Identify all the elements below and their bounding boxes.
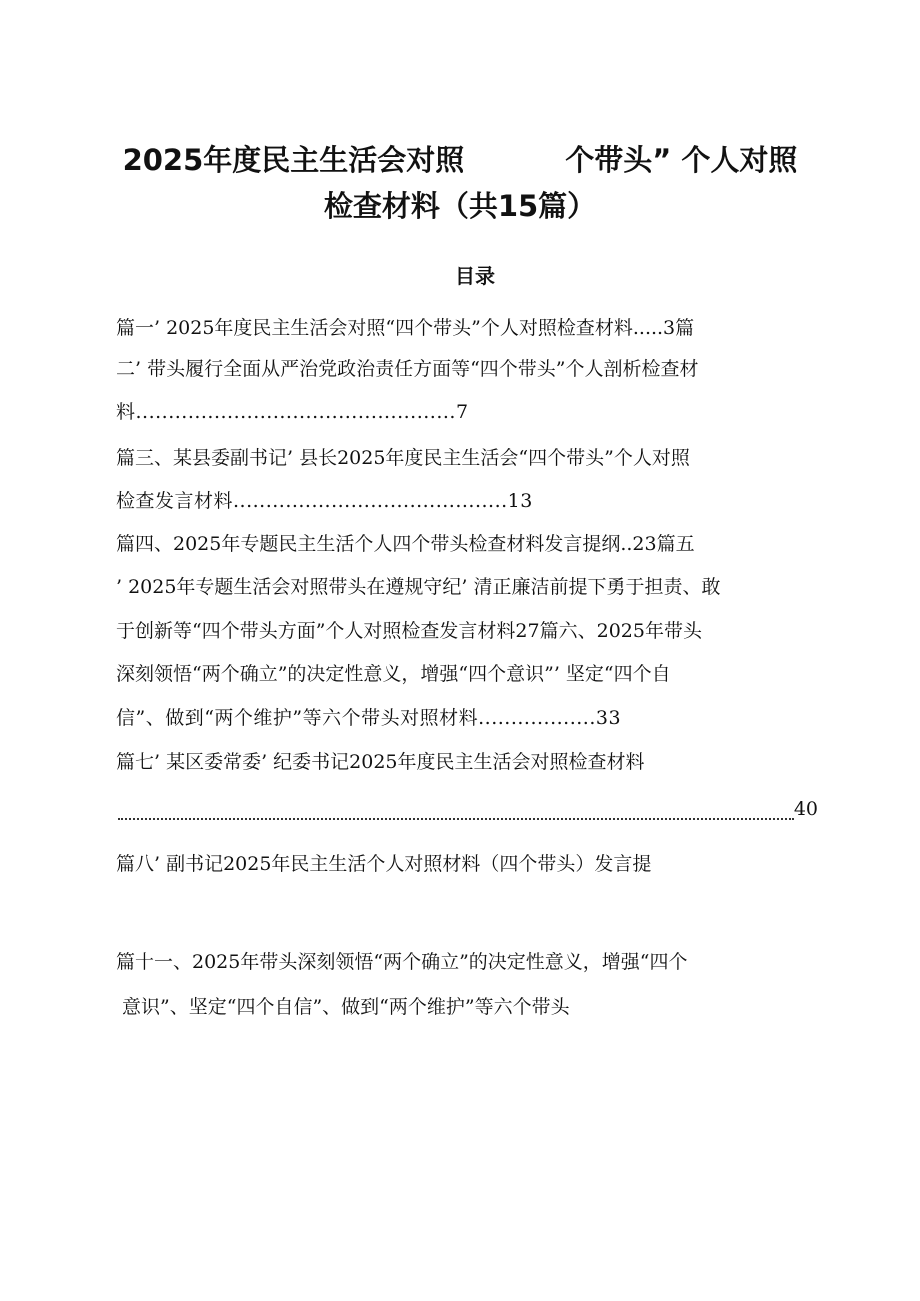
toc-line: 于创新等“四个带头方面”个人对照检查发言材料27篇六、2025年带头 [116, 620, 702, 642]
document-title-line-2: 检查材料（共15篇） [323, 189, 597, 223]
toc-line: 篇十一、2025年带头深刻领悟“两个确立”的决定性意义，增强“四个 [116, 951, 688, 973]
toc-line: 篇一’ 2025年度民主生活会对照“四个带头”个人对照检查材料.....3篇 [116, 317, 695, 339]
dot-leader [118, 806, 794, 820]
toc-line: 深刻领悟“两个确立”的决定性意义，增强“四个意识”’ 坚定“四个自 [116, 663, 671, 685]
toc-line: 篇三、某县委副书记’ 县长2025年度民主生活会“四个带头”个人对照 [116, 447, 690, 469]
toc-heading: 目录 [455, 264, 495, 288]
toc-line: 篇八’ 副书记2025年民主生活个人对照材料（四个带头）发言提 [116, 853, 652, 875]
toc-line: 检查发言材料..........................................13 [116, 490, 533, 512]
toc-line: 篇四、2025年专题民主生活个人四个带头检查材料发言提纲..23篇五 [116, 533, 695, 555]
toc-page-number: 40 [793, 798, 818, 820]
document-title-line-1: 2025年度民主生活会对照 个带头” 个人对照 [122, 143, 798, 177]
toc-line: 意识”、坚定“四个自信”、做到“两个维护”等六个带头 [116, 996, 570, 1018]
toc-line: 信”、做到“两个维护”等六个带头对照材料..................33 [116, 707, 622, 729]
toc-line: 料.................................................7 [116, 401, 469, 423]
toc-line: ’ 2025年专题生活会对照带头在遵规守纪’ 清正廉洁前提下勇于担责、敢 [116, 576, 721, 598]
toc-line: 二’ 带头履行全面从严治党政治责任方面等“四个带头”个人剖析检查材 [116, 358, 699, 380]
toc-line: 篇七’ 某区委常委’ 纪委书记2025年度民主生活会对照检查材料 [116, 751, 645, 773]
